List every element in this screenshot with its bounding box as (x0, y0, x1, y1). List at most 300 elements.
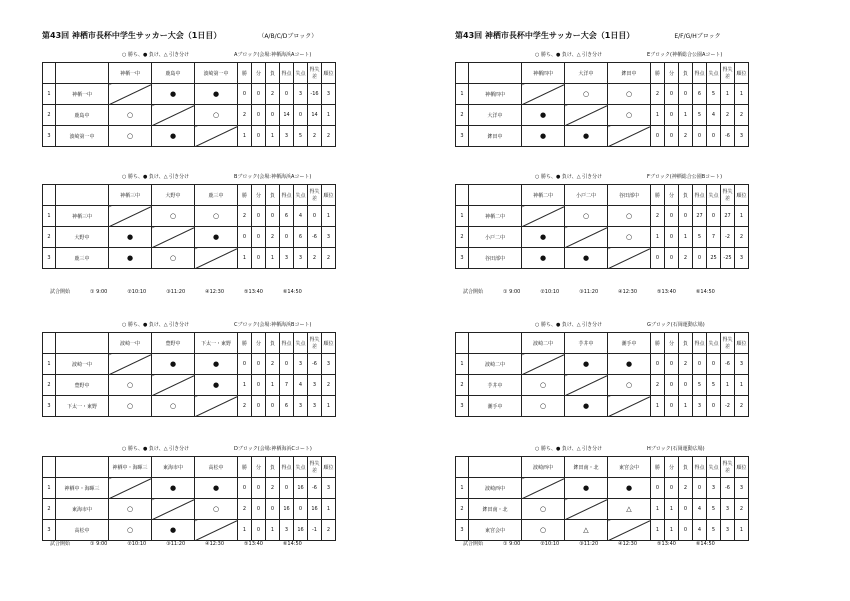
row-number: 1 (456, 478, 469, 499)
team-name: 鉾田南・北 (482, 506, 508, 513)
row-number: 2 (456, 375, 469, 396)
stat-value: 16 (311, 506, 318, 512)
result-cell (608, 499, 651, 520)
stat-cell (266, 396, 280, 417)
stat-cell (679, 396, 693, 417)
team-name: 波崎二中 (484, 361, 505, 368)
result-cell (522, 126, 565, 147)
stat-cell (294, 227, 308, 248)
stat-value: 0 (683, 382, 688, 388)
venue-label: Fブロック(神栖総合公園Bコート) (647, 174, 723, 180)
result-cell (195, 126, 238, 147)
team-name: 小戸二中 (484, 234, 505, 241)
team-name: 芋井中 (487, 382, 503, 389)
stat-cell (707, 354, 721, 375)
stat-value: 0 (711, 361, 716, 367)
stat-cell (252, 105, 266, 126)
stat-header-label: 分 (668, 340, 674, 347)
team-name-cell (56, 105, 109, 126)
stat-cell (238, 105, 252, 126)
result-cell (522, 396, 565, 417)
header-team-name: 鉾田南・北 (573, 464, 599, 471)
stat-cell (294, 499, 308, 520)
header-team-name: 神栖四中 (532, 70, 553, 77)
result-mark: ● (582, 132, 590, 140)
stat-cell (665, 478, 679, 499)
result-cell (608, 396, 651, 417)
stat-value: 3 (725, 527, 730, 533)
stat-value: 1 (270, 133, 275, 139)
stat-value: 1 (683, 234, 688, 240)
result-mark: ● (582, 484, 590, 492)
result-mark: ● (539, 111, 547, 119)
stat-value: 0 (711, 213, 716, 219)
stat-cell (238, 354, 252, 375)
stat-value: 25 (710, 255, 717, 261)
stat-value: 2 (739, 234, 744, 240)
stat-cell (280, 206, 294, 227)
table-row (43, 499, 336, 520)
team-name: 波崎一中 (71, 361, 92, 368)
table-row (456, 84, 749, 105)
header-team-name: 波崎西中 (532, 464, 553, 471)
stat-cell (707, 520, 721, 541)
table-row (456, 206, 749, 227)
team-name: 神栖二中 (484, 213, 505, 220)
result-mark: ○ (212, 111, 220, 119)
stat-header (238, 63, 252, 84)
result-cell (608, 248, 651, 269)
stat-header (238, 333, 252, 354)
stat-cell (308, 84, 322, 105)
stat-header (735, 63, 749, 84)
stat-cell (238, 375, 252, 396)
stat-value: 6 (697, 91, 702, 97)
stat-header (693, 185, 707, 206)
stat-value: -6 (725, 133, 730, 139)
stat-cell (294, 396, 308, 417)
stat-cell (322, 84, 336, 105)
stat-value: 1 (739, 382, 744, 388)
stat-header-label: 得失差 (722, 67, 733, 80)
team-name-cell (56, 354, 109, 375)
stat-cell (294, 478, 308, 499)
result-cell (522, 375, 565, 396)
team-name: 東宮会中 (484, 527, 505, 534)
stat-header (651, 333, 665, 354)
result-cell (522, 84, 565, 105)
team-name: 谷田部中 (484, 255, 505, 262)
result-mark: ○ (212, 212, 220, 220)
team-name-cell (56, 396, 109, 417)
stat-cell (651, 84, 665, 105)
stat-header (294, 457, 308, 478)
stat-cell (679, 105, 693, 126)
result-cell (522, 105, 565, 126)
stat-value: 1 (326, 403, 331, 409)
stat-header-label: 得点 (281, 464, 292, 471)
stat-value: 0 (312, 213, 317, 219)
stat-value: 1 (242, 382, 247, 388)
result-mark: ● (212, 360, 220, 368)
stat-header-label: 得失差 (722, 337, 733, 350)
stat-value: 0 (683, 527, 688, 533)
result-cell (565, 520, 608, 541)
row-number: 2 (43, 105, 56, 126)
kickoff-label: 試合開始 (463, 289, 484, 295)
stat-cell (707, 478, 721, 499)
row-number: 1 (43, 84, 56, 105)
stat-value: 1 (326, 112, 331, 118)
result-cell (109, 354, 152, 375)
stat-cell (693, 227, 707, 248)
stat-cell (252, 520, 266, 541)
stat-value: 6 (284, 213, 289, 219)
header-team-name: 神栖二中 (532, 192, 553, 199)
result-mark: ● (212, 381, 220, 389)
result-cell (565, 396, 608, 417)
stat-header (322, 185, 336, 206)
stat-value: 0 (669, 255, 674, 261)
stat-header (651, 63, 665, 84)
stat-header-label: 順位 (736, 340, 747, 347)
stat-cell (266, 206, 280, 227)
stat-value: 3 (312, 403, 317, 409)
kickoff-times (50, 288, 322, 295)
stat-value: 0 (242, 361, 247, 367)
row-number: 2 (456, 499, 469, 520)
header-team-name: 鉾田中 (621, 70, 637, 77)
venue-label: Dブロック(会場:神栖海浜Cコート) (234, 446, 312, 452)
stat-value: 2 (312, 133, 317, 139)
stat-value: 2 (312, 255, 317, 261)
stat-value: 0 (683, 213, 688, 219)
legend-text: ○ 勝ち、● 負け、△ 引き分け (535, 322, 603, 328)
result-mark: ○ (625, 111, 633, 119)
stat-value: 1 (655, 234, 660, 240)
stat-header-label: 失点 (708, 70, 719, 77)
stat-header (735, 457, 749, 478)
team-name: 大洋中 (487, 112, 503, 119)
result-cell (195, 105, 238, 126)
stat-value: 0 (256, 234, 261, 240)
result-cell (608, 478, 651, 499)
stat-cell (665, 206, 679, 227)
kickoff-time: ②10:10 (127, 289, 147, 295)
team-name: 下太一・東野 (66, 403, 97, 410)
result-cell (109, 520, 152, 541)
stat-cell (322, 478, 336, 499)
stat-cell (721, 396, 735, 417)
title-subtitle: （A/B/C/Dブロック） (261, 33, 318, 40)
stat-cell (294, 248, 308, 269)
stat-header-label: 負 (269, 464, 275, 471)
stat-cell (294, 520, 308, 541)
stat-header-label: 順位 (736, 464, 747, 471)
stat-header-label: 得点 (694, 464, 705, 471)
title-subtitle: E/F/G/Hブロック (674, 33, 721, 40)
stat-cell (679, 354, 693, 375)
stat-cell (238, 499, 252, 520)
stat-value: 4 (711, 112, 716, 118)
header-cell (456, 457, 469, 478)
stat-cell (294, 105, 308, 126)
stat-header-label: 得失差 (309, 189, 320, 202)
stat-value: 0 (298, 112, 303, 118)
stat-header-label: 失点 (295, 464, 306, 471)
header-cell (43, 185, 56, 206)
legend-text: ○ 勝ち、● 負け、△ 引き分け (535, 52, 603, 58)
stat-value: 0 (284, 234, 289, 240)
header-team-name: 鹿島中 (165, 70, 181, 77)
table-row (43, 105, 336, 126)
stat-header-label: 分 (255, 340, 261, 347)
kickoff-time: ③11:20 (579, 289, 599, 295)
result-cell (152, 499, 195, 520)
result-mark: ○ (126, 402, 134, 410)
result-mark: ○ (625, 233, 633, 241)
result-cell (565, 499, 608, 520)
row-number: 1 (456, 84, 469, 105)
header-cell (456, 333, 469, 354)
result-cell (195, 354, 238, 375)
result-cell (152, 206, 195, 227)
result-cell (565, 105, 608, 126)
result-mark: ○ (126, 526, 134, 534)
header-team-name: 波崎第一中 (203, 70, 229, 77)
header-cell (56, 185, 109, 206)
stat-value: 0 (256, 403, 261, 409)
team-name-cell (469, 126, 522, 147)
legend-text: ○ 勝ち、● 負け、△ 引き分け (122, 174, 190, 180)
stat-header (721, 457, 735, 478)
stat-cell (266, 126, 280, 147)
result-cell (522, 499, 565, 520)
stat-cell (721, 248, 735, 269)
kickoff-label: 試合開始 (50, 289, 71, 295)
kickoff-times (50, 540, 322, 547)
stat-header-label: 負 (682, 192, 688, 199)
stat-value: 3 (711, 485, 716, 491)
header-team-name: 波崎一中 (119, 340, 140, 347)
stat-value: 1 (242, 133, 247, 139)
header-cell (469, 63, 522, 84)
header-team-cell (565, 457, 608, 478)
stat-cell (280, 227, 294, 248)
stat-cell (238, 478, 252, 499)
result-mark: ○ (625, 90, 633, 98)
stat-cell (721, 478, 735, 499)
table-row (456, 375, 749, 396)
kickoff-time: ⑥14:50 (695, 289, 715, 295)
stat-header-label: 得失差 (722, 461, 733, 474)
venue-label: Aブロック(会場:神栖海浜Aコート) (234, 52, 312, 58)
header-cell (469, 333, 522, 354)
stat-header (651, 185, 665, 206)
stat-cell (266, 227, 280, 248)
header-team-name: 豊野中 (165, 340, 181, 347)
team-name: 豊野中 (74, 382, 90, 389)
stat-value: -6 (725, 361, 730, 367)
stat-cell (252, 126, 266, 147)
stat-value: 0 (256, 112, 261, 118)
result-mark: ○ (169, 254, 177, 262)
result-cell (152, 227, 195, 248)
title-text: 第43回 神栖市長杯中学生サッカー大会（1日目） (42, 31, 222, 40)
header-cell (43, 333, 56, 354)
stat-header (308, 63, 322, 84)
kickoff-time: ④12:30 (618, 289, 638, 295)
stat-cell (693, 206, 707, 227)
stat-header-label: 得点 (694, 340, 705, 347)
result-cell (195, 206, 238, 227)
stat-cell (707, 499, 721, 520)
team-name-cell (56, 478, 109, 499)
legend-text: ○ 勝ち、● 負け、△ 引き分け (535, 446, 603, 452)
stat-value: 16 (283, 506, 290, 512)
stat-header-label: 勝 (241, 70, 247, 77)
result-cell (522, 248, 565, 269)
stat-value: 27 (696, 213, 703, 219)
stat-cell (252, 84, 266, 105)
header-team-name: 鹿三中 (208, 192, 224, 199)
stat-header-label: 負 (269, 340, 275, 347)
stat-value: 0 (669, 91, 674, 97)
venue-label: Eブロック(神栖総合公園Aコート) (647, 52, 723, 58)
stat-header-label: 失点 (708, 192, 719, 199)
stat-value: 0 (242, 485, 247, 491)
result-cell (565, 354, 608, 375)
header-team-cell (608, 185, 651, 206)
stat-header (679, 333, 693, 354)
result-cell (152, 248, 195, 269)
row-number: 2 (43, 499, 56, 520)
stat-cell (665, 396, 679, 417)
result-cell (565, 84, 608, 105)
row-number: 1 (43, 354, 56, 375)
result-cell (565, 248, 608, 269)
header-team-name: 谷田部中 (618, 192, 639, 199)
stat-value: -1 (312, 527, 317, 533)
table-row (456, 126, 749, 147)
kickoff-time: ②10:10 (127, 541, 147, 547)
table-row (43, 227, 336, 248)
stat-value: 5 (711, 506, 716, 512)
stat-value: 1 (242, 527, 247, 533)
result-mark: ● (582, 402, 590, 410)
stat-value: 0 (270, 112, 275, 118)
stat-cell (679, 478, 693, 499)
stat-header-label: 順位 (323, 464, 334, 471)
stat-value: 3 (284, 255, 289, 261)
stat-cell (707, 396, 721, 417)
stat-value: 2 (242, 112, 247, 118)
stat-header-label: 勝 (241, 464, 247, 471)
result-mark: ● (212, 90, 220, 98)
stat-cell (308, 105, 322, 126)
team-name-cell (469, 499, 522, 520)
stat-value: 2 (326, 133, 331, 139)
team-name: 神栖四中 (484, 91, 505, 98)
row-number: 2 (43, 227, 56, 248)
stat-value: 3 (739, 361, 744, 367)
stat-value: 2 (655, 91, 660, 97)
header-team-name: 潮手中 (621, 340, 637, 347)
stat-value: 3 (739, 255, 744, 261)
row-number: 3 (456, 396, 469, 417)
result-mark: ● (169, 360, 177, 368)
stat-header-label: 負 (682, 340, 688, 347)
team-name: 東海市中 (71, 506, 92, 513)
header-team-name: 下太一・東野 (200, 340, 231, 347)
stat-value: 0 (683, 506, 688, 512)
stat-value: 0 (669, 213, 674, 219)
stat-cell (322, 499, 336, 520)
team-name-cell (469, 396, 522, 417)
team-name-cell (56, 375, 109, 396)
team-name-cell (469, 354, 522, 375)
stat-value: 3 (326, 361, 331, 367)
stat-value: 0 (256, 382, 261, 388)
team-name-cell (469, 478, 522, 499)
result-cell (109, 105, 152, 126)
header-team-cell (608, 333, 651, 354)
stat-header (665, 63, 679, 84)
team-name-cell (469, 227, 522, 248)
stat-cell (679, 206, 693, 227)
header-team-cell (152, 185, 195, 206)
result-cell (522, 354, 565, 375)
stat-value: 16 (297, 485, 304, 491)
header-team-cell (522, 457, 565, 478)
stat-cell (651, 520, 665, 541)
stat-header (294, 185, 308, 206)
stat-cell (322, 396, 336, 417)
result-mark: ○ (539, 381, 547, 389)
result-mark: ● (539, 254, 547, 262)
stat-cell (238, 396, 252, 417)
kickoff-time: ① 9:00 (90, 289, 108, 295)
header-team-cell (522, 63, 565, 84)
team-name: 大野中 (74, 234, 90, 241)
team-name-cell (56, 248, 109, 269)
stat-cell (280, 520, 294, 541)
stat-header (280, 63, 294, 84)
stat-header (252, 457, 266, 478)
title-text: 第43回 神栖市長杯中学生サッカー大会（1日目） (455, 31, 635, 40)
stat-cell (651, 375, 665, 396)
stat-value: 0 (256, 255, 261, 261)
stat-value: 1 (739, 91, 744, 97)
stat-value: 2 (326, 255, 331, 261)
team-name-cell (469, 248, 522, 269)
result-mark: ○ (539, 402, 547, 410)
stat-value: -6 (312, 234, 317, 240)
header-cell (469, 457, 522, 478)
stat-cell (693, 126, 707, 147)
kickoff-time: ③11:20 (579, 541, 599, 547)
result-mark: ○ (126, 132, 134, 140)
result-cell (522, 227, 565, 248)
row-number: 3 (43, 396, 56, 417)
stat-cell (294, 375, 308, 396)
result-cell (565, 206, 608, 227)
header-team-cell (195, 63, 238, 84)
stat-cell (707, 84, 721, 105)
header-team-name: 神栖三中 (119, 192, 140, 199)
team-name-cell (56, 499, 109, 520)
stat-value: 0 (669, 133, 674, 139)
